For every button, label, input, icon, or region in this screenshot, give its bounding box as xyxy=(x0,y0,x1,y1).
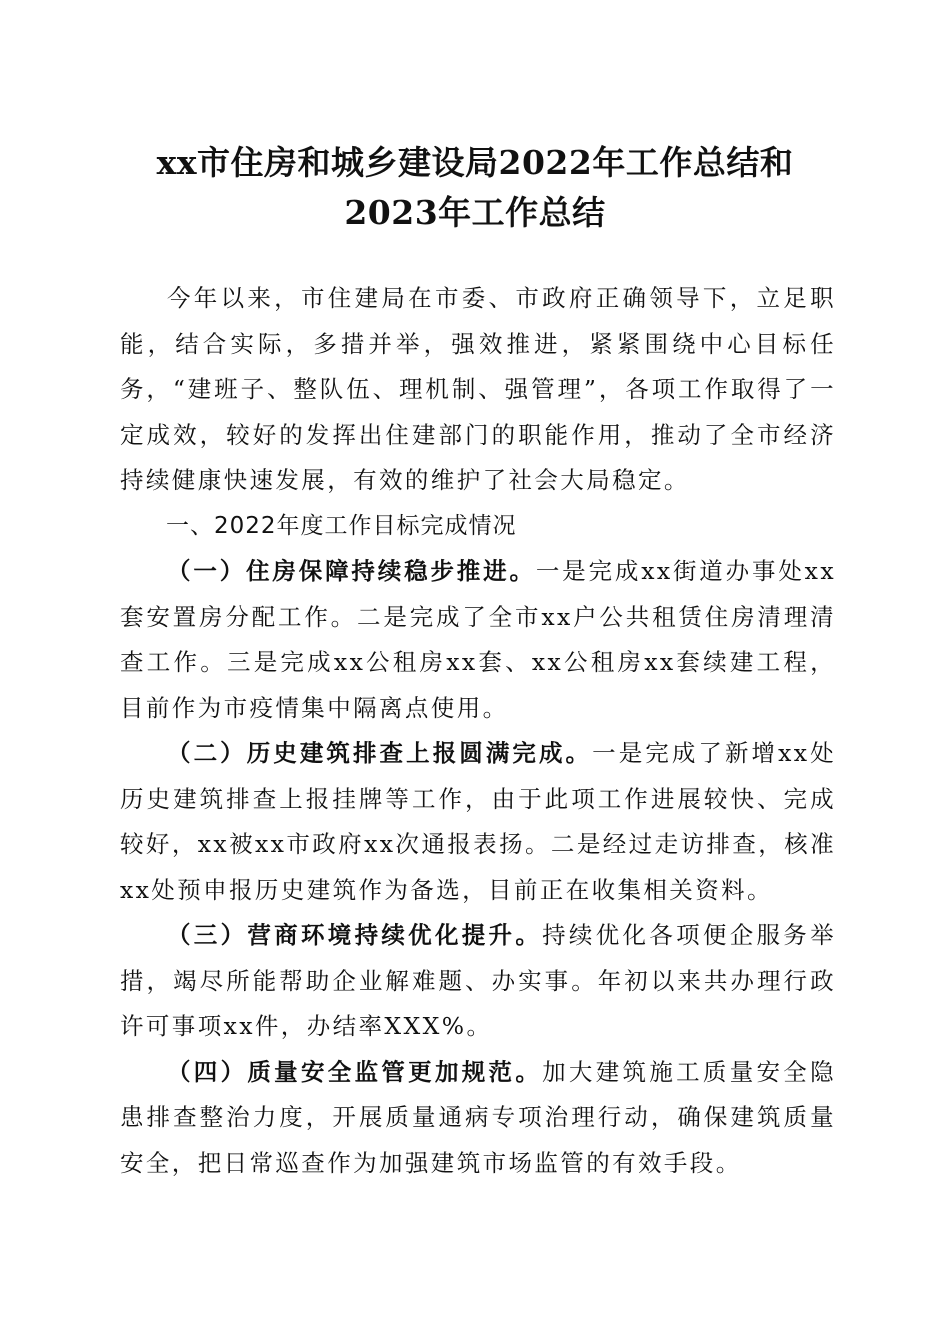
item-lead-3: （三）营商环境持续优化提升。 xyxy=(167,921,543,949)
document-body xyxy=(120,276,836,1186)
item-text-1: 一是完成xx街道办事处xx套安置房分配工作。二是完成了全市xx户公共租赁住房清理清查工作。三是完成xx公租房xx套、xx公租房xx套续建工程，目前作为市疫情集中隔离点使用。 xyxy=(120,557,836,722)
item-lead-2: （二）历史建筑排查上报圆满完成。 xyxy=(167,739,593,767)
item-paragraph-4 xyxy=(120,1050,836,1187)
document-title xyxy=(120,138,830,238)
section-heading-1: 一、2022年度工作目标完成情况 xyxy=(166,512,517,539)
item-text-2: 一是完成了新增xx处历史建筑排查上报挂牌等工作，由于此项工作进展较快、完成较好，xx被xx市政府xx次通报表扬。二是经过走访排查，核准xx处预申报历史建筑作为备选，目前正在收集相关资料。 xyxy=(120,739,836,904)
item-text-3: 持续优化各项便企服务举措，竭尽所能帮助企业解难题、办实事。年初以来共办理行政许可事项xx件，办结率XXX%。 xyxy=(120,921,836,1040)
intro-paragraph: 今年以来，市住建局在市委、市政府正确领导下，立足职能，结合实际，多措并举，强效推进，紧紧围绕中心目标任务，“建班子、整队伍、理机制、强管理”，各项工作取得了一定成效，较好的发挥出住建部门的职能作用，推动了全市经济持续健康快速发展，有效的维护了社会大局稳定。 xyxy=(120,284,836,494)
item-lead-1: （一）住房保障持续稳步推进。 xyxy=(167,557,536,585)
title-line-1: xx市住房和城乡建设局2022年工作总结和 xyxy=(156,143,794,182)
item-paragraph-2 xyxy=(120,731,836,913)
item-paragraph-1 xyxy=(120,549,836,731)
item-text-4: 加大建筑施工质量安全隐患排查整治力度，开展质量通病专项治理行动，确保建筑质量安全，把日常巡查作为加强建筑市场监管的有效手段。 xyxy=(120,1057,836,1177)
item-paragraph-3 xyxy=(120,913,836,1050)
title-line-2: 2023年工作总结 xyxy=(344,193,606,232)
item-lead-4: （四）质量安全监管更加规范。 xyxy=(167,1057,543,1086)
